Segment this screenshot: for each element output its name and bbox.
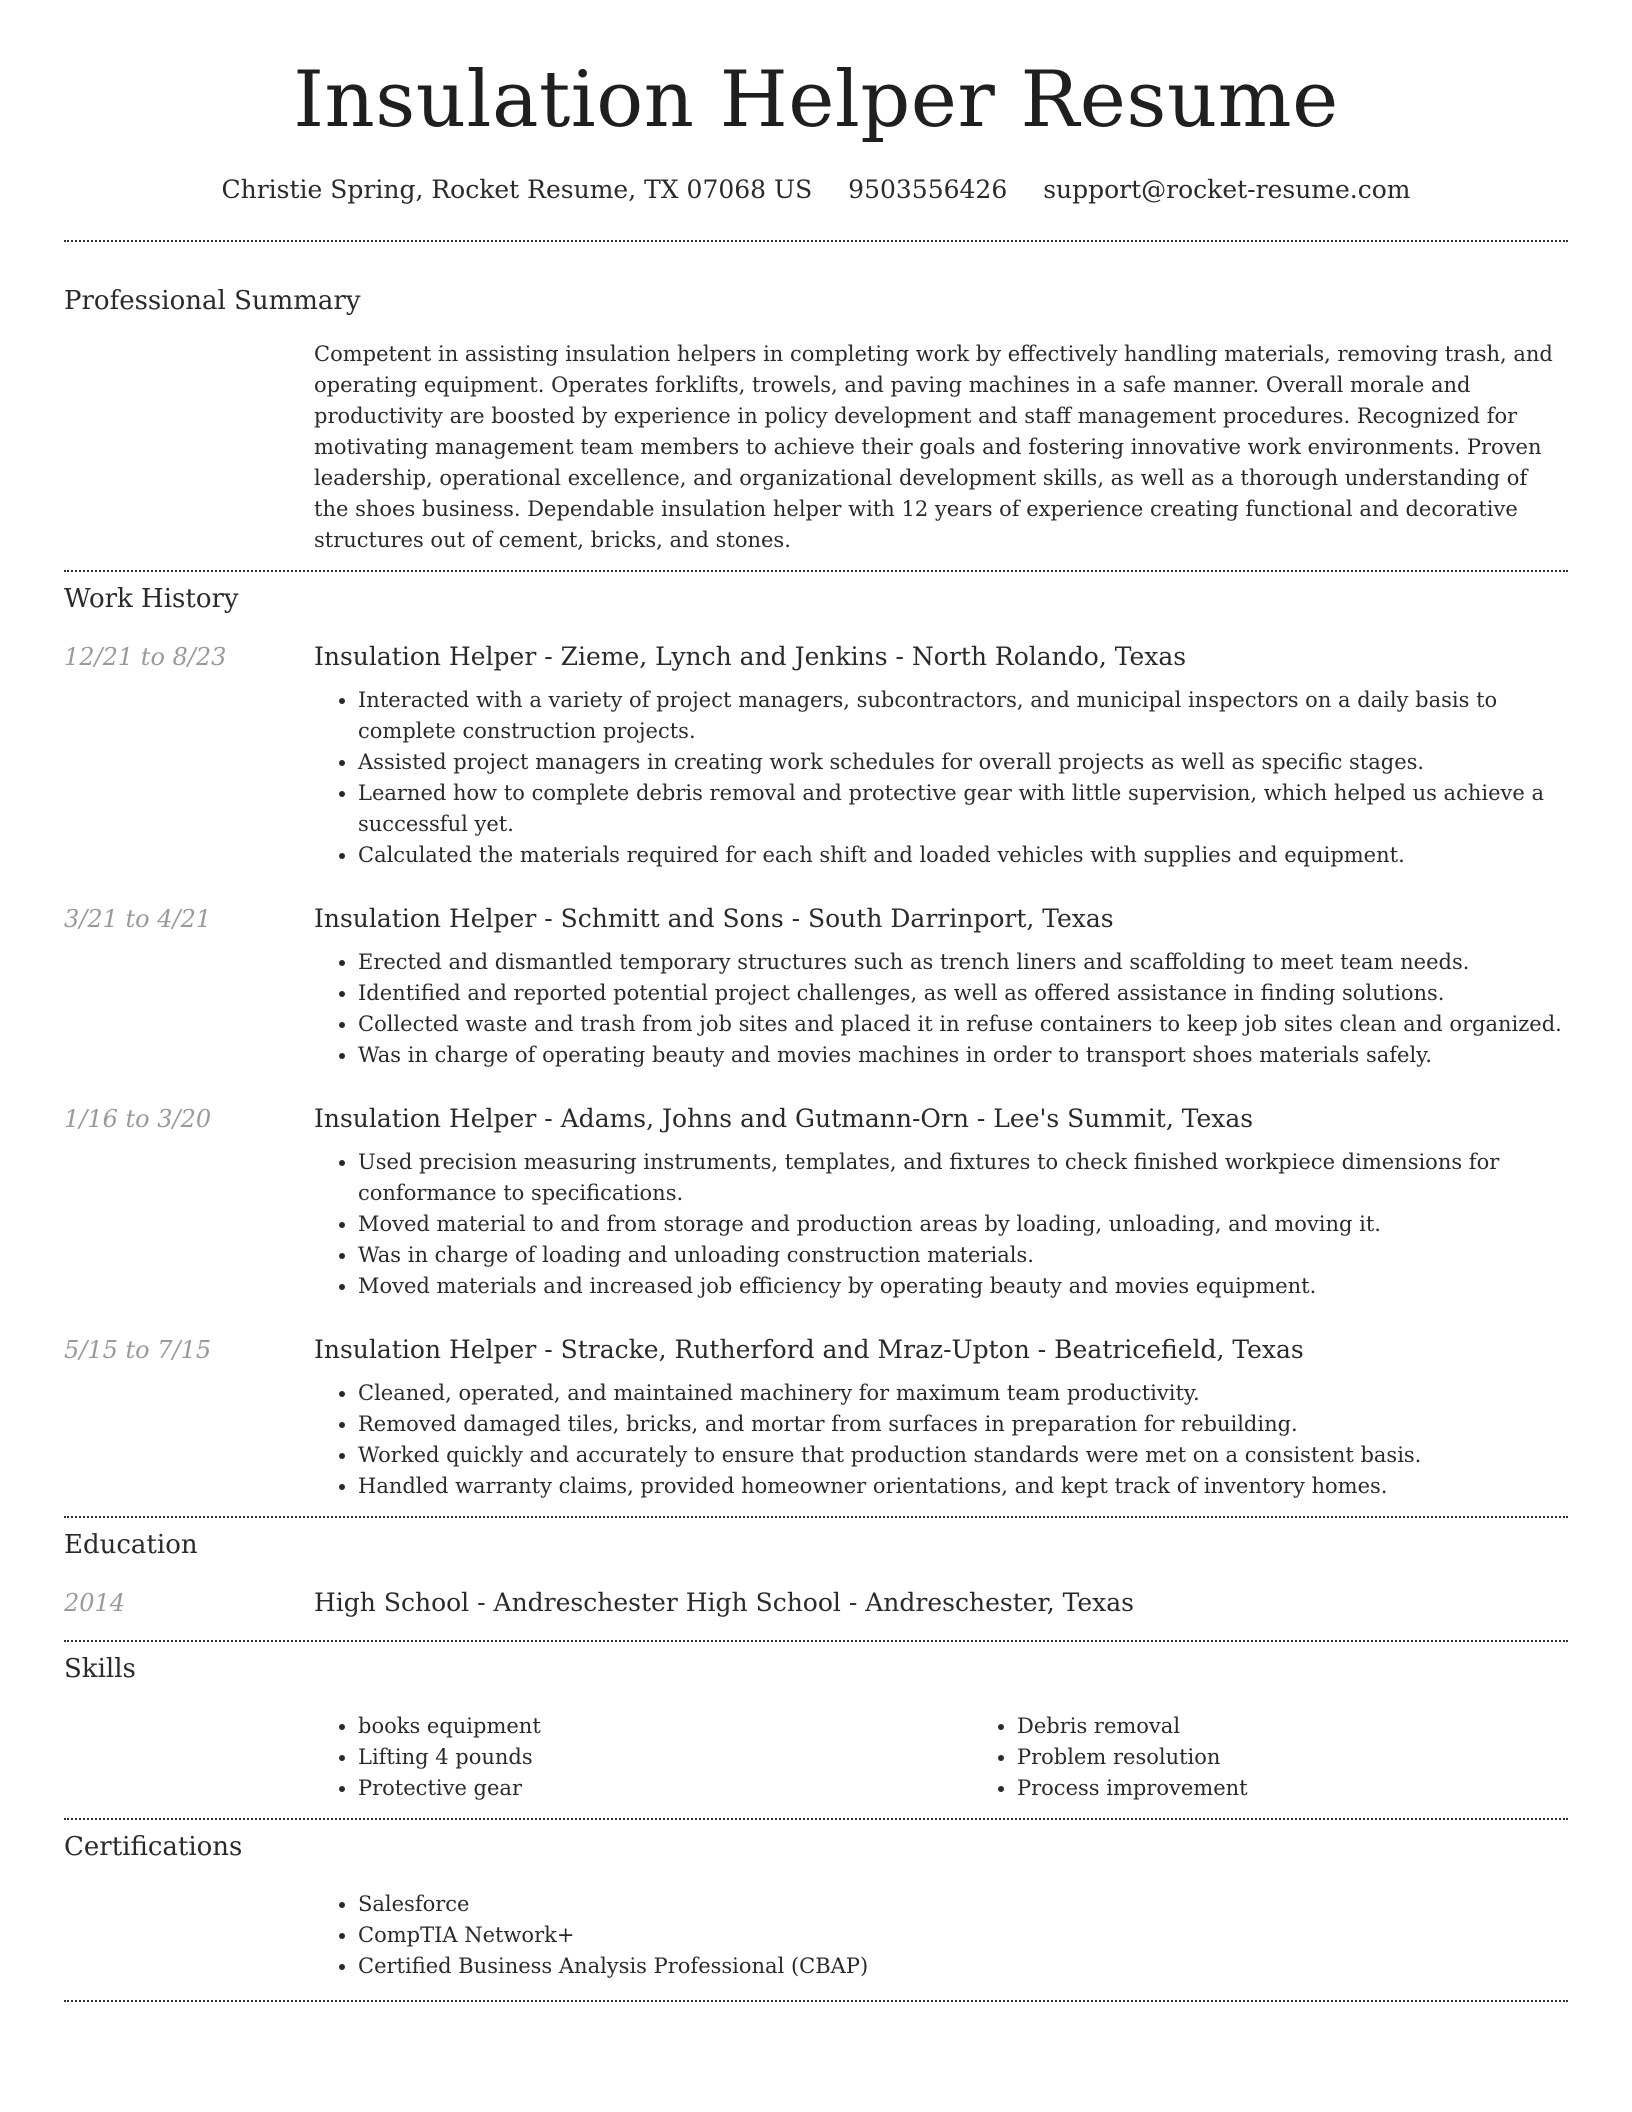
skills-row xyxy=(64,1711,1568,1804)
skills-column-1 xyxy=(314,1711,973,1804)
job-title: Insulation Helper - Schmitt and Sons - South Darrinport, Texas xyxy=(314,904,1114,933)
list-item: • Calculated the materials required for each shift and loaded vehicles with supplies and equipment. xyxy=(358,840,1568,871)
list-item: • books equipment xyxy=(358,1711,973,1742)
job-title: Insulation Helper - Stracke, Rutherford and Mraz-Upton - Beatricefield, Texas xyxy=(314,1335,1304,1364)
list-item: • Salesforce xyxy=(358,1889,1568,1920)
list-item: • Used precision measuring instruments, templates, and fixtures to check finished workpiece dimensions for conformance to specifications. xyxy=(358,1147,1568,1209)
list-item: • Protective gear xyxy=(358,1773,973,1804)
list-item: • Debris removal xyxy=(1017,1711,1632,1742)
job-entry xyxy=(64,903,1568,1071)
list-item: • Assisted project managers in creating work schedules for overall projects as well as specific stages. xyxy=(358,747,1568,778)
list-item: • Was in charge of operating beauty and movies machines in order to transport shoes materials safely. xyxy=(358,1040,1568,1071)
job-dates: 5/15 to 7/15 xyxy=(64,1336,212,1364)
resume-title: Insulation Helper Resume xyxy=(293,55,1339,145)
list-item: • Identified and reported potential project challenges, as well as offered assistance in finding solutions. xyxy=(358,978,1568,1009)
skills-column-2 xyxy=(973,1711,1632,1804)
certifications-list xyxy=(314,1889,1568,1982)
job-title: Insulation Helper - Zieme, Lynch and Jenkins - North Rolando, Texas xyxy=(314,642,1187,671)
list-item: • Handled warranty claims, provided homeowner orientations, and kept track of inventory homes. xyxy=(358,1471,1568,1502)
list-item: • Interacted with a variety of project managers, subcontractors, and municipal inspectors on a daily basis to complete construction projects. xyxy=(358,685,1568,747)
education-year: 2014 xyxy=(64,1589,126,1617)
job-entry xyxy=(64,1103,1568,1302)
divider xyxy=(64,570,1568,572)
list-item: • Certified Business Analysis Professional (CBAP) xyxy=(358,1951,1568,1982)
job-dates: 1/16 to 3/20 xyxy=(64,1105,212,1133)
certifications-heading: Certifications xyxy=(64,1832,243,1862)
work-heading: Work History xyxy=(64,584,239,614)
summary-heading: Professional Summary xyxy=(64,286,361,316)
job-dates: 3/21 to 4/21 xyxy=(64,905,212,933)
skills-heading: Skills xyxy=(64,1654,136,1684)
contact-line xyxy=(64,174,1568,206)
job-bullets xyxy=(314,1147,1568,1302)
job-title: Insulation Helper - Adams, Johns and Gutmann-Orn - Lee's Summit, Texas xyxy=(314,1104,1254,1133)
list-item: • CompTIA Network+ xyxy=(358,1920,1568,1951)
list-item: • Removed damaged tiles, bricks, and mortar from surfaces in preparation for rebuilding. xyxy=(358,1409,1568,1440)
job-bullets xyxy=(314,685,1568,871)
job-entry xyxy=(64,1334,1568,1502)
list-item: • Was in charge of loading and unloading construction materials. xyxy=(358,1240,1568,1271)
divider xyxy=(64,2000,1568,2002)
contact-address: Christie Spring, Rocket Resume, TX 07068 US xyxy=(221,175,813,204)
job-bullets xyxy=(314,947,1568,1071)
job-dates: 12/21 to 8/23 xyxy=(64,643,227,671)
list-item: • Collected waste and trash from job sites and placed it in refuse containers to keep job sites clean and organized. xyxy=(358,1009,1568,1040)
certifications-row xyxy=(64,1889,1568,1982)
contact-email: support@rocket-resume.com xyxy=(1043,175,1411,204)
list-item: • Worked quickly and accurately to ensure that production standards were met on a consistent basis. xyxy=(358,1440,1568,1471)
job-bullets xyxy=(314,1378,1568,1502)
list-item: • Process improvement xyxy=(1017,1773,1632,1804)
list-item: • Lifting 4 pounds xyxy=(358,1742,973,1773)
divider xyxy=(64,1516,1568,1518)
job-entry xyxy=(64,641,1568,871)
list-item: • Erected and dismantled temporary structures such as trench liners and scaffolding to meet team needs. xyxy=(358,947,1568,978)
divider xyxy=(64,1818,1568,1820)
education-heading: Education xyxy=(64,1530,198,1560)
divider xyxy=(64,1640,1568,1642)
contact-phone: 9503556426 xyxy=(848,175,1008,204)
list-item: • Learned how to complete debris removal and protective gear with little supervision, which helped us achieve a successful yet. xyxy=(358,778,1568,840)
summary-row xyxy=(64,339,1568,556)
list-item: • Problem resolution xyxy=(1017,1742,1632,1773)
education-entry xyxy=(64,1587,1568,1619)
divider xyxy=(64,240,1568,242)
list-item: • Moved material to and from storage and production areas by loading, unloading, and moving it. xyxy=(358,1209,1568,1240)
summary-text: Competent in assisting insulation helpers in completing work by effectively handling materials, removing trash, and operating equipment. Operates forklifts, trowels, and paving machines in a safe manner. Overall morale and productivity are boosted by experience in policy development and staff management procedures. Recognized for motivating management team members to achieve their goals and fostering innovative work environments. Proven leadership, operational excellence, and organizational development skills, as well as a thorough understanding of the shoes business. Dependable insulation helper with 12 years of experience creating functional and decorative structures out of cement, bricks, and stones. xyxy=(314,342,1553,552)
list-item: • Cleaned, operated, and maintained machinery for maximum team productivity. xyxy=(358,1378,1568,1409)
list-item: • Moved materials and increased job efficiency by operating beauty and movies equipment. xyxy=(358,1271,1568,1302)
education-text: High School - Andreschester High School - Andreschester, Texas xyxy=(314,1588,1134,1617)
